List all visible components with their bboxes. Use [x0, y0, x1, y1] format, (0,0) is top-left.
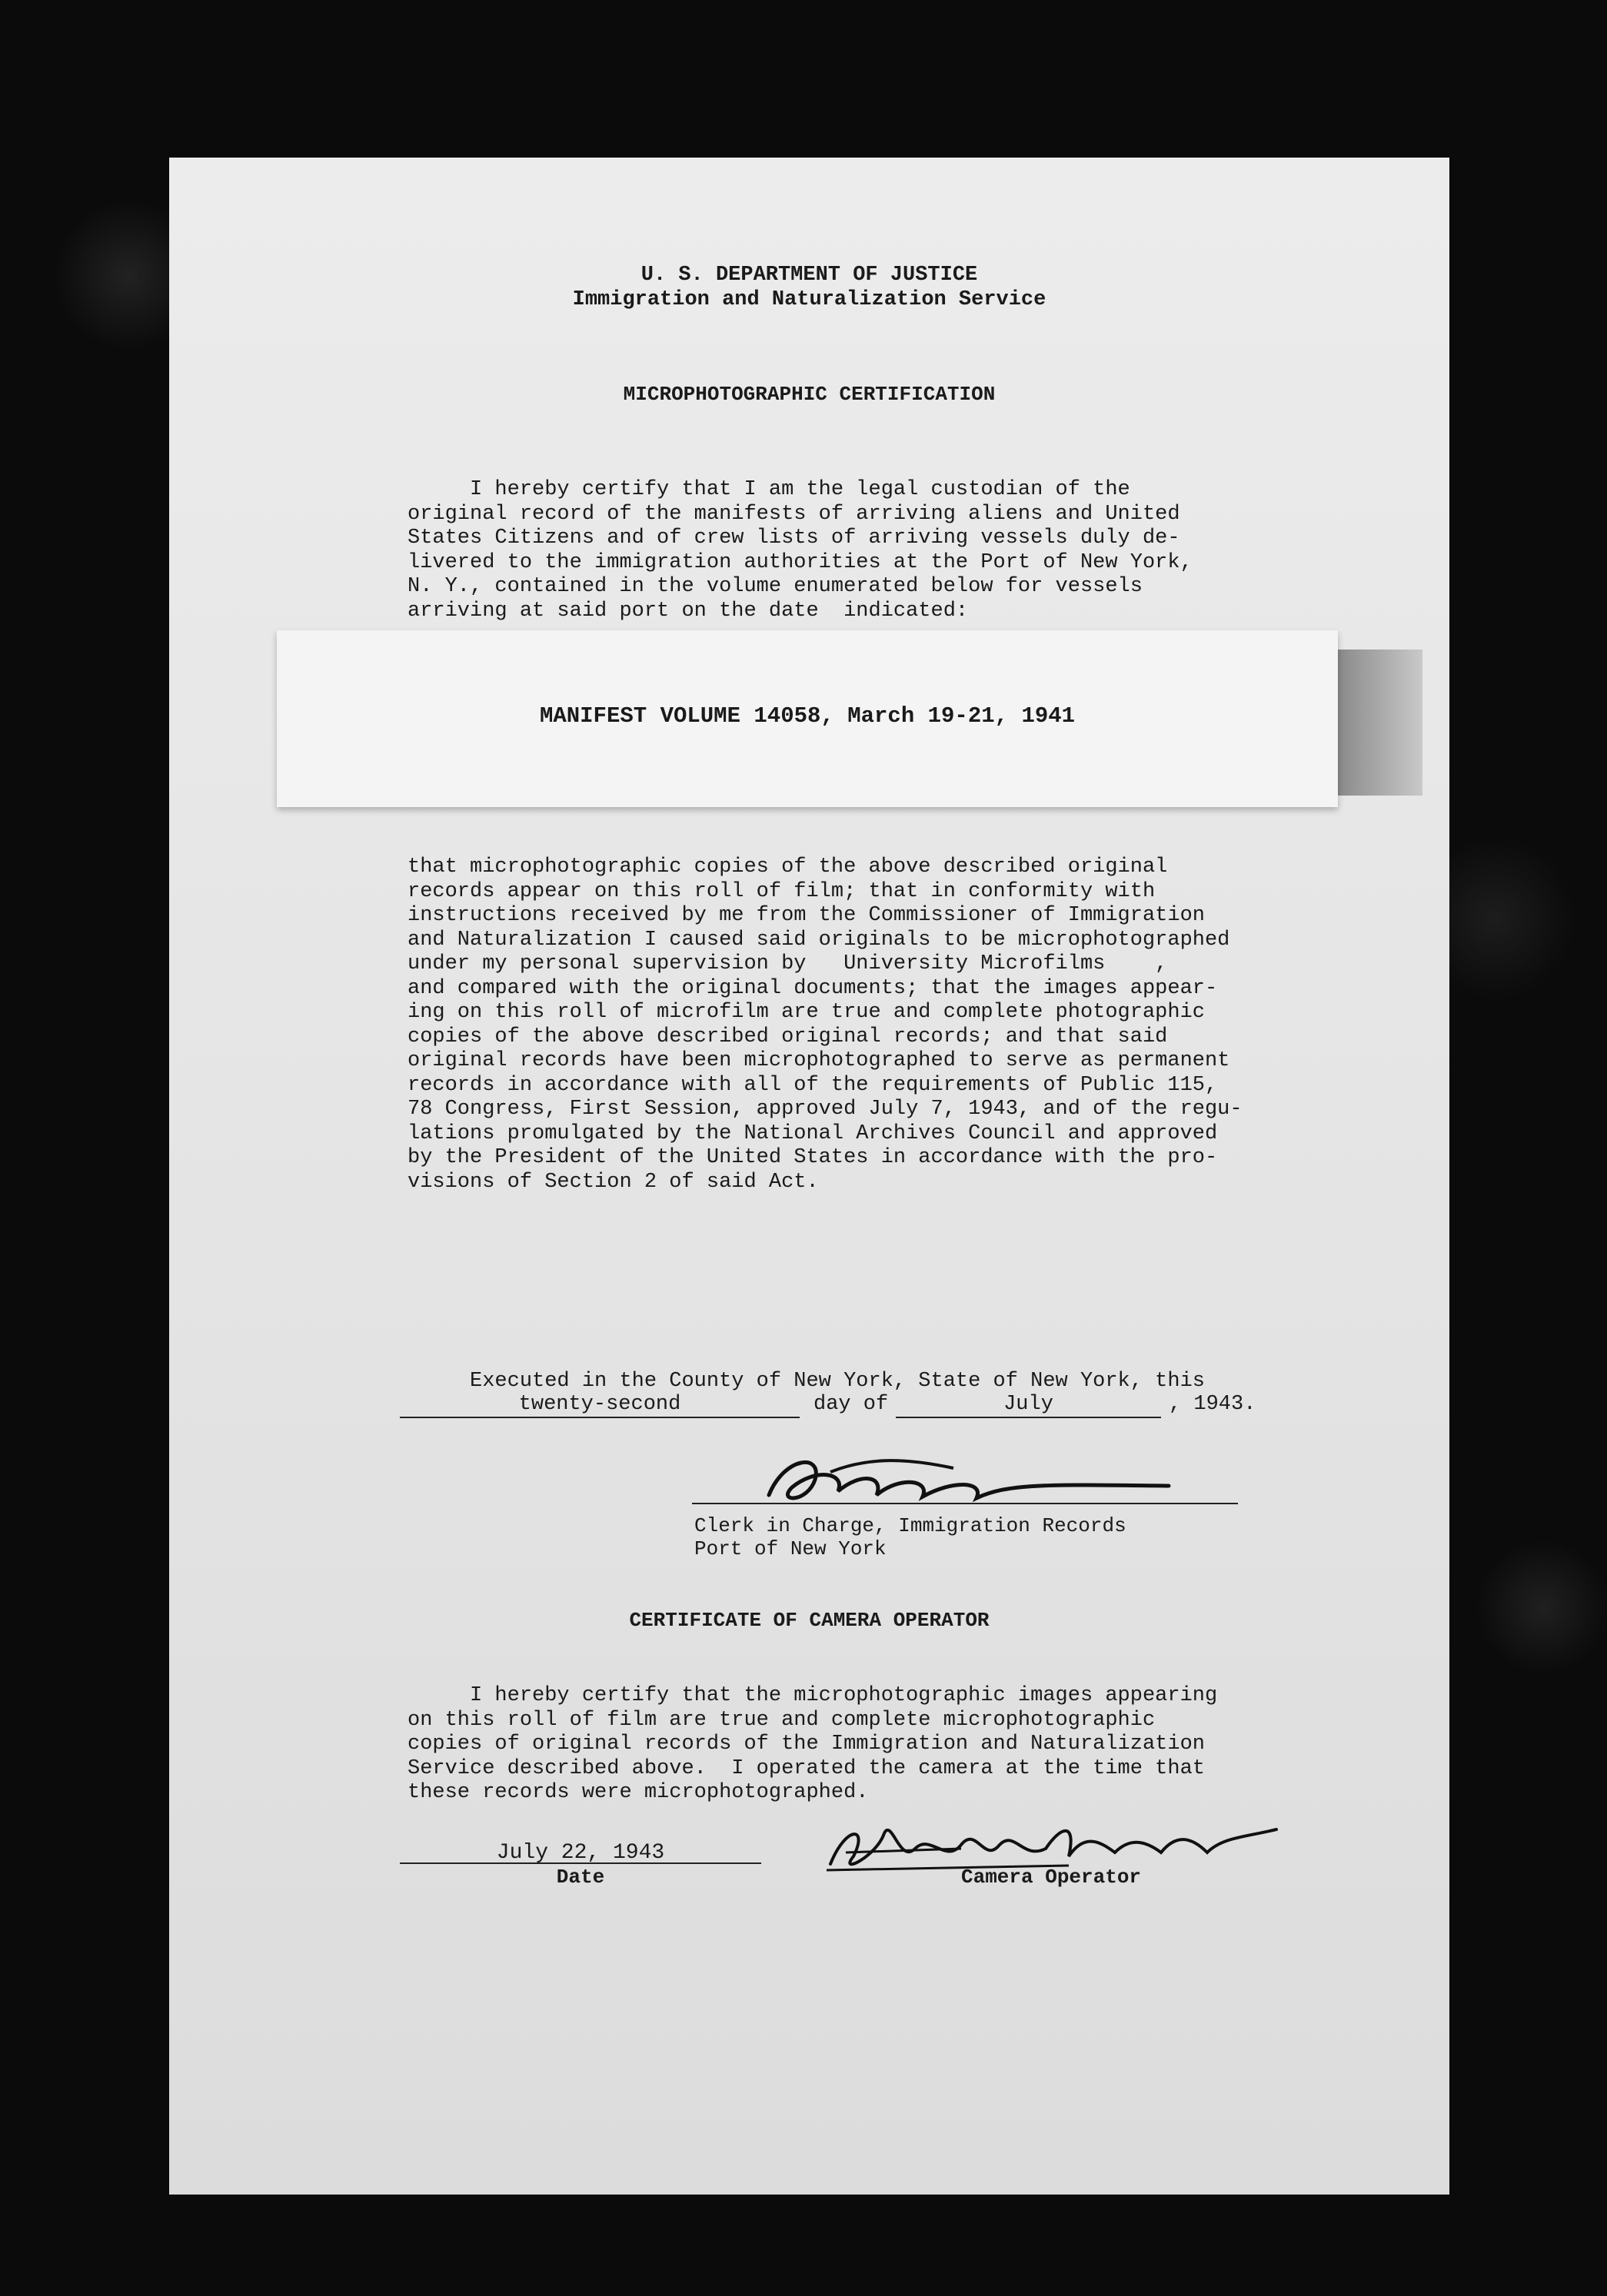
paragraph-line: visions of Section 2 of said Act. [408, 1170, 819, 1194]
executed-day: twenty-second [518, 1393, 681, 1416]
clerk-signature [754, 1449, 1184, 1510]
executed-line [408, 1370, 1205, 1394]
department-heading: U. S. DEPARTMENT OF JUSTICE [640, 264, 978, 287]
manifest-volume-text: MANIFEST VOLUME 14058, March 19-21, 1941 [539, 703, 1076, 729]
paragraph-line: original records have been microphotographed to serve as permanent [408, 1049, 1230, 1072]
paragraph-line: and Naturalization I caused said originals to be microphotographed [408, 928, 1230, 952]
strip-shadow [1338, 650, 1422, 796]
paragraph-line: ing on this roll of microfilm are true and complete photographic [408, 1001, 1205, 1024]
microphotograph-paragraph [408, 856, 1243, 1195]
manifest-strip [277, 630, 1338, 807]
paragraph-line: lations promulgated by the National Archives Council and approved [408, 1121, 1218, 1145]
paragraph-line: on this roll of film are true and complete microphotographic [408, 1708, 1156, 1732]
paragraph-line: that microphotographic copies of the above described original [408, 856, 1168, 879]
clerk-title: Clerk in Charge, Immigration Records [694, 1514, 1126, 1537]
paragraph-line: N. Y., contained in the volume enumerated below for vessels [408, 575, 1143, 598]
date-underline [400, 1862, 761, 1864]
paragraph-line: States Citizens and of crew lists of arriving vessels duly de- [408, 527, 1180, 550]
paragraph-line: and compared with the original documents; that the images appear- [408, 976, 1218, 1000]
clerk-signature-line [692, 1503, 1238, 1504]
paragraph-line: arriving at said port on the date indicated: [408, 599, 969, 623]
paragraph-line: instructions received by me from the Commissioner of Immigration [408, 904, 1205, 927]
paragraph-line: I hereby certify that I am the legal custodian of the [408, 478, 1130, 501]
paragraph-line: copies of original records of the Immigration and Naturalization [408, 1733, 1205, 1756]
executed-year: , 1943. [1169, 1393, 1256, 1416]
paragraph-line: Service described above. I operated the camera at the time that [408, 1756, 1205, 1780]
camera-operator-label: Camera Operator [961, 1866, 1142, 1889]
paragraph-line: by the President of the United States in accordance with the pro- [408, 1146, 1218, 1169]
paragraph-line: copies of the above described original records; and that said [408, 1025, 1168, 1048]
paragraph-line: these records were microphotographed. [408, 1781, 869, 1804]
executed-month: July [1003, 1393, 1053, 1416]
paragraph-line: under my personal supervision by University Microfilms , [408, 952, 1168, 975]
day-of-label: day of [813, 1393, 889, 1416]
date-label: Date [556, 1866, 605, 1889]
custodian-paragraph [408, 478, 1193, 623]
certification-title: MICROPHOTOGRAPHIC CERTIFICATION [623, 383, 996, 406]
service-heading: Immigration and Naturalization Service [572, 288, 1046, 311]
camera-operator-paragraph [408, 1684, 1217, 1806]
paragraph-line: records in accordance with all of the requirements of Public 115, [408, 1073, 1218, 1097]
paragraph-line: 78 Congress, First Session, approved July 7, 1943, and of the regu- [408, 1098, 1243, 1121]
paragraph-line: livered to the immigration authorities at the Port of New York, [408, 550, 1193, 574]
paragraph-line: original record of the manifests of arriving aliens and United [408, 502, 1180, 526]
paragraph-line: records appear on this roll of film; that in conformity with [408, 879, 1156, 903]
executed-text: Executed in the County of New York, State of New York, this [408, 1370, 1205, 1393]
camera-operator-title: CERTIFICATE OF CAMERA OPERATOR [629, 1609, 990, 1632]
date-value: July 22, 1943 [496, 1841, 665, 1865]
paragraph-line: I hereby certify that the microphotographic images appearing [408, 1684, 1218, 1707]
certificate-page [169, 158, 1449, 2195]
clerk-location: Port of New York [694, 1537, 887, 1560]
